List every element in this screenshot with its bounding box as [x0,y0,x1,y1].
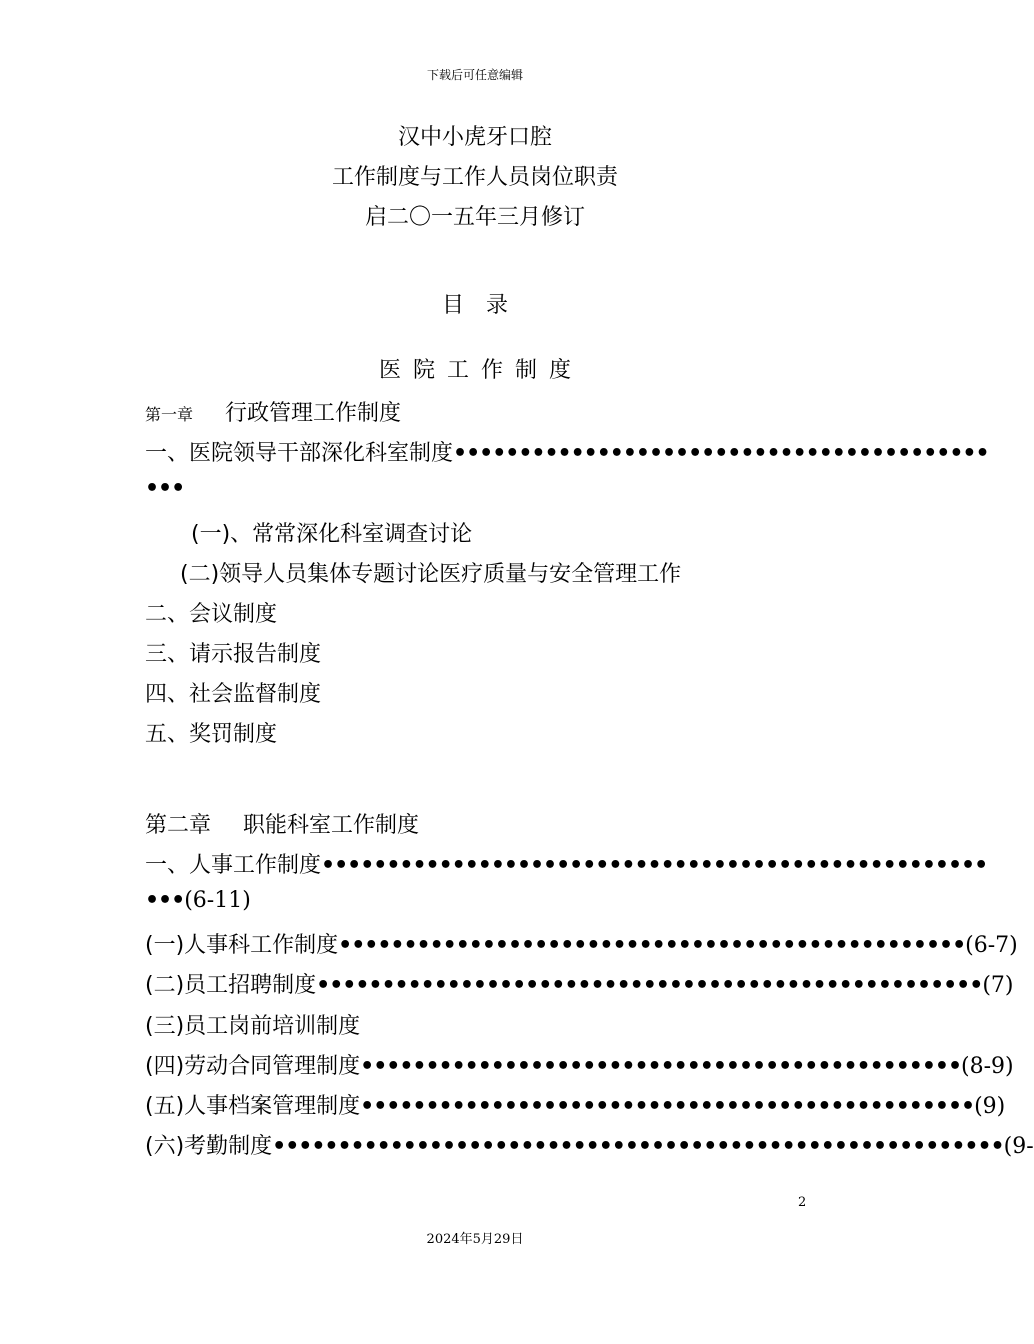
toc-entry-text: (四)劳动合同管理制度 [145,1054,361,1079]
chapter-2-label: 第二章 [145,813,212,838]
toc-leader-dots: •••••••••••••••••••••••••••••••••••••••••••••• [360,1054,962,1079]
toc-entry-text: 一、医院领导干部深化科室制度 [145,441,454,466]
toc-leader-dots: ••• [145,888,185,913]
page-footer-date: 2024年5月29日 [426,1232,524,1247]
toc-page-range: (6-7) [965,933,1018,958]
toc-entry [145,436,989,467]
toc-subentry: (一)、常常深化科室调查讨论 [191,522,473,547]
toc-subentry [145,1009,360,1040]
toc-entry-text: (二)员工招聘制度 [145,973,317,998]
toc-subentry [145,1089,1005,1120]
toc-entry: 二、会议制度 [145,602,278,627]
toc-subentry: (二)领导人员集体专题讨论医疗质量与安全管理工作 [180,562,682,587]
chapter-2-heading [145,808,419,839]
document-title-org: 汉中小虎牙口腔 [397,125,552,150]
toc-leader-dots: ••••••••••••••••••••••••••••••••••••••••••••••••••• [316,973,983,998]
document-title-main: 工作制度与工作人员岗位职责 [331,165,618,190]
toc-leader-dots: •••••••••••••••••••••••••••••••••••••••••••••••••••••••• [272,1134,1004,1159]
toc-leader-dots: ••••••••••••••••••••••••••••••••••••••••••••••••••• [321,853,988,878]
toc-entry-continuation [145,476,184,501]
chapter-1-heading [145,396,401,427]
toc-entry-text: (三)员工岗前培训制度 [145,1014,361,1039]
toc-subentry [145,928,1018,959]
toc-entry: 五、奖罚制度 [145,722,278,747]
toc-page-range: (9- [1003,1134,1034,1159]
toc-page-range: (8-9) [961,1054,1014,1079]
toc-subentry [145,1049,1014,1080]
chapter-1-label: 第一章 [145,405,194,424]
toc-entry-text: (一)人事科工作制度 [145,933,339,958]
toc-entry-text: (六)考勤制度 [145,1134,273,1159]
toc-entry: 三、请示报告制度 [145,642,322,667]
toc-entry-text: (五)人事档案管理制度 [145,1094,361,1119]
toc-entry [145,848,987,879]
toc-leader-dots: ••••••••••••••••••••••••••••••••••••••••• [453,441,989,466]
section-heading: 医院工作制度 [378,358,583,383]
toc-entry-text: 一、人事工作制度 [145,853,322,878]
toc-page-range: (6-11) [184,888,251,913]
page-number: 2 [798,1195,807,1210]
toc-leader-dots: ••• [145,476,185,501]
toc-subentry [145,968,1013,999]
toc-subentry [145,1129,1034,1160]
toc-entry-continuation [145,888,251,913]
toc-entry: 四、社会监督制度 [145,682,322,707]
toc-leader-dots: ••••••••••••••••••••••••••••••••••••••••••••••• [360,1094,975,1119]
toc-leader-dots: •••••••••••••••••••••••••••••••••••••••••••••••• [338,933,966,958]
toc-page-range: (7) [982,973,1014,998]
toc-heading: 目录 [441,293,530,318]
document-title-revision: 启二〇一五年三月修订 [364,205,585,230]
chapter-2-title: 职能科室工作制度 [243,813,420,838]
chapter-1-title: 行政管理工作制度 [225,401,402,426]
page-header: 下载后可任意编辑 [426,68,523,82]
toc-page-range: (9) [974,1094,1006,1119]
